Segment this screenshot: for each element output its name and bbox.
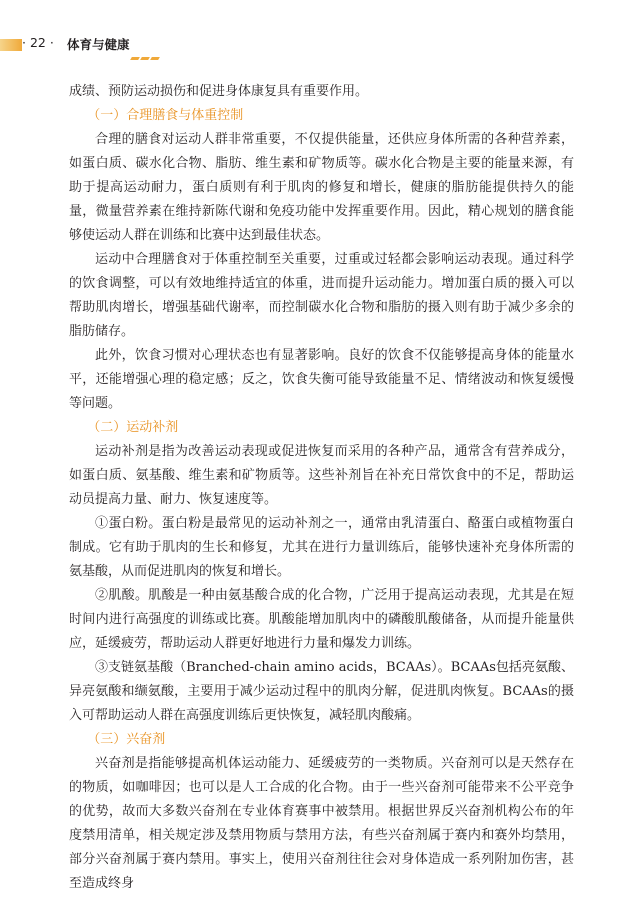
header-accent-bar (0, 39, 22, 51)
header-dashes-decoration (131, 45, 161, 64)
body-paragraph: 兴奋剂是指能够提高机体运动能力、延缓疲劳的一类物质。兴奋剂可以是天然存在的物质，如咖啡因；也可以是人工合成的化合物。由于一些兴奋剂可能带来不公平竞争的优势，故而大多数兴奋剂在专业体育赛事中被禁用。根据世界反兴奋剂机构公布的年度禁用清单，相关规定涉及禁用物质与禁用方法，有些兴奋剂属于赛内和赛外均禁用，部分兴奋剂属于赛内禁用。事实上，使用兴奋剂往往会对身体造成一系列附加伤害，甚至造成终身 (69, 756, 574, 891)
page-header (0, 31, 642, 53)
body-paragraph: 成绩、预防运动损伤和促进身体康复具有重要作用。 (69, 84, 369, 99)
page-number: · 22 · (22, 35, 54, 50)
body-paragraph: ③支链氨基酸（Branched-chain amino acids，BCAAs）。BCAAs包括亮氨酸、异亮氨酸和缬氨酸，主要用于减少运动过程中的肌肉分解，促进肌肉恢复。BCAAs的摄入可帮助运动人群在高强度训练后更快恢复，减轻肌肉酸痛。 (69, 660, 574, 723)
body-paragraph: ①蛋白粉。蛋白粉是最常见的运动补剂之一，通常由乳清蛋白、酪蛋白或植物蛋白制成。它有助于肌肉的生长和修复，尤其在进行力量训练后，能够快速补充身体所需的氨基酸，从而促进肌肉的恢复和增长。 (69, 516, 574, 579)
body-paragraph: 运动补剂是指为改善运动表现或促进恢复而采用的各种产品，通常含有营养成分，如蛋白质、氨基酸、维生素和矿物质等。这些补剂旨在补充日常饮食中的不足，帮助运动员提高力量、耐力、恢复速度等。 (69, 444, 574, 507)
section-heading: （三）兴奋剂 (87, 732, 166, 747)
body-paragraph: ②肌酸。肌酸是一种由氨基酸合成的化合物，广泛用于提高运动表现，尤其是在短时间内进行高强度的训练或比赛。肌酸能增加肌肉中的磷酸肌酸储备，从而提升能量供应，延缓疲劳，帮助运动人群更好地进行力量和爆发力训练。 (69, 588, 574, 651)
page-body (69, 80, 574, 896)
section-heading: （一）合理膳食与体重控制 (87, 108, 244, 123)
section-heading: （二）运动补剂 (87, 420, 179, 435)
body-paragraph: 此外，饮食习惯对心理状态也有显著影响。良好的饮食不仅能够提高身体的能量水平，还能增强心理的稳定感；反之，饮食失衡可能导致能量不足、情绪波动和恢复缓慢等问题。 (69, 348, 574, 411)
body-paragraph: 合理的膳食对运动人群非常重要，不仅提供能量，还供应身体所需的各种营养素，如蛋白质、碳水化合物、脂肪、维生素和矿物质等。碳水化合物是主要的能量来源，有助于提高运动耐力，蛋白质则有利于肌肉的修复和增长，健康的脂肪能提供持久的能量，微量营养素在维持新陈代谢和免疫功能中发挥重要作用。因此，精心规划的膳食能够使运动人群在训练和比赛中达到最佳状态。 (69, 132, 574, 243)
book-title: 体育与健康 (67, 37, 130, 52)
body-paragraph: 运动中合理膳食对于体重控制至关重要，过重或过轻都会影响运动表现。通过科学的饮食调整，可以有效地维持适宜的体重，进而提升运动能力。增加蛋白质的摄入可以帮助肌肉增长，增强基础代谢率，而控制碳水化合物和脂肪的摄入则有助于减少多余的脂肪储存。 (69, 252, 574, 339)
